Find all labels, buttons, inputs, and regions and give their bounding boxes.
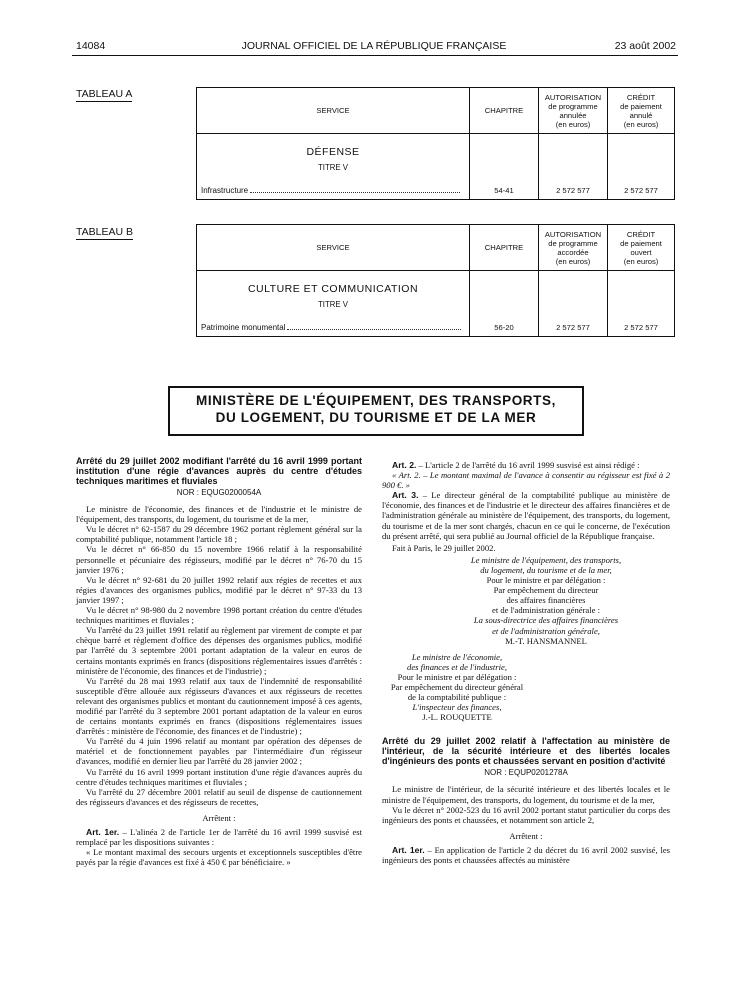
col-service: SERVICE (197, 225, 470, 271)
col-service: SERVICE (197, 88, 470, 134)
article-3: Art. 3. – Le directeur général de la comptabilité publique au ministère de l'économie, des finances et de l'industrie et le directeur des affaires financières et de l'administration générale au ministère de l'équipement, des transports, du logement, du tourisme et de la mer sont chargés, chacun en ce qui le concerne, de l'exécution du présent arrêté, qui sera publié au Journal officiel de la République française. (382, 490, 670, 541)
nor-reference: NOR : EQUG0200054A (176, 488, 262, 497)
row-label: Infrastructure (201, 186, 460, 195)
col-chapitre: CHAPITRE (470, 88, 539, 134)
header-rule (72, 55, 678, 56)
page-date: 23 août 2002 (614, 40, 676, 52)
fait-a-paris: Fait à Paris, le 29 juillet 2002. (392, 542, 496, 553)
section-cell (197, 271, 470, 337)
tableau-b-label: TABLEAU B (76, 226, 133, 238)
paragraph: Vu le décret n° 66-850 du 15 novembre 1966 relatif à la responsabilité personnelle et pécuniaire des régisseurs, modifié par le décret n° 76-70 du 15 janvier 1976 ; (76, 544, 362, 575)
section-cell (197, 134, 470, 200)
paragraph: Vu l'arrêté du 23 juillet 1991 relatif au règlement par virement de compte et par chèque barré et règlement d'office des dépenses des organismes publics, modifié par l'arrêté du 3 septembre 2001 portant adaptation de la valeur en euros de certains montants exprimés en francs (dispositions réglementaires issues d'arrêtés : ministère de l'économie, des finances et de l'industrie) ; (76, 625, 362, 676)
row-autorisation: 2 572 577 (539, 134, 608, 200)
journal-title: JOURNAL OFFICIEL DE LA RÉPUBLIQUE FRANÇAISE (241, 40, 507, 52)
paragraph: Vu le décret n° 98-980 du 2 novembre 1998 portant création du centre d'études techniques maritimes et fluviales ; (76, 605, 362, 626)
tableau-a (196, 87, 675, 200)
ministry-line-2: DU LOGEMENT, DU TOURISME ET DE LA MER (215, 410, 537, 425)
article-2-quote: « Art. 2. – Le montant maximal de l'avance à consentir au régisseur est fixé à 2 900 €. » (382, 470, 670, 491)
paragraph: Vu l'arrêté du 28 mai 1993 relatif aux taux de l'indemnité de responsabilité susceptible d'être allouée aux régisseurs d'avances et aux régisseurs de recettes relevant des organismes publics et montant du cautionnement imposé à ces agents, modifié par l'arrêté du 3 septembre 2001 portant adaptation de la valeur en euros de certains montants exprimés en francs (dispositions réglementaires issues d'arrêtés : ministère de l'économie, des finances et de l'industrie) ; (76, 675, 362, 737)
paragraph: Vu l'arrêté du 4 juin 1996 relatif au montant par opération des dépenses de matériel et de fonctionnement payables par l'intermédiaire d'un régisseur d'avances, modifié en dernier lieu par l'arrêté du 28 janvier 2002 ; (76, 736, 362, 767)
paragraph: Vu le décret n° 2002-523 du 16 avril 2002 portant statut particulier du corps des ingénieurs des ponts et chaussées, et notamment son article 2, (382, 804, 670, 825)
nor-reference-2: NOR : EQUP0201278A (484, 768, 568, 778)
titre-label: TITRE V (318, 163, 348, 172)
paragraph: Le ministre de l'intérieur, de la sécurité intérieure et des libertés locales et le ministre de l'équipement, des transports, du logement, du tourisme et de la mer, (382, 784, 670, 805)
paragraph: Vu l'arrêté du 27 décembre 2001 relatif au seuil de dispense de cautionnement des régisseurs d'avances et des régisseurs de recettes, (76, 786, 362, 807)
signature-block-2: Le ministre de l'économie, des finances et de l'industrie, Pour le ministre et par délégation : Par empêchement du directeur général de la comptabilité publique : L'inspecteur des finances, J.-L. ROUQUETTE (390, 651, 524, 723)
article-2: Art. 2. – L'article 2 de l'arrêté du 16 avril 1999 susvisé est ainsi rédigé : (392, 460, 640, 470)
ministry-banner (168, 386, 584, 436)
paragraph: Vu l'arrêté du 16 avril 1999 portant institution d'une régie d'avances auprès du centre d'études techniques maritimes et fluviales ; (76, 766, 362, 787)
arrete-title-2: Arrêté du 29 juillet 2002 relatif à l'affectation au ministère de l'intérieur, de la sécurité intérieure et des libertés locales d'ingénieurs des ponts et chaussées servant en position d'activité (382, 736, 670, 767)
article-1-quote: « Le montant maximal des secours urgents et exceptionnels susceptibles d'être payés par la régie d'avances est fixé à 450 € par bénéficiaire. » (76, 847, 362, 868)
ministry-line-1: MINISTÈRE DE L'ÉQUIPEMENT, DES TRANSPORTS, (196, 393, 556, 408)
row-chapitre: 54-41 (470, 134, 539, 200)
row-credit: 2 572 577 (608, 134, 675, 200)
signature-block-1: Le ministre de l'équipement, des transports, du logement, du tourisme et de la mer, Pour le ministre et par délégation : Par empêchement du directeur des affaires financières et de l'administration générale : La sous-directrice des affaires financières et de l'administration générale, M.-T. HANSMANNEL (470, 554, 622, 646)
right-column (382, 460, 670, 865)
left-column (76, 456, 362, 867)
col-credit: CRÉDIT de paiement ouvert (en euros) (608, 225, 675, 271)
row-chapitre: 56-20 (470, 271, 539, 337)
titre-label: TITRE V (318, 300, 348, 309)
row-credit: 2 572 577 (608, 271, 675, 337)
paragraph: Le ministre de l'économie, des finances et de l'industrie et le ministre de l'équipement, des transports, du logement, du tourisme et de la mer, (76, 504, 362, 525)
row-label: Patrimoine monumental (201, 323, 461, 332)
col-chapitre: CHAPITRE (470, 225, 539, 271)
section-title: DÉFENSE (306, 146, 360, 158)
paragraph: Vu le décret n° 62-1587 du 29 décembre 1962 portant règlement général sur la comptabilité publique, notamment l'article 18 ; (76, 524, 362, 545)
col-credit: CRÉDIT de paiement annulé (en euros) (608, 88, 675, 134)
article-1-b: Art. 1er. – En application de l'article 2 du décret du 16 avril 2002 susvisé, les ingénieurs des ponts et chaussées affectés au ministère (382, 844, 670, 865)
row-autorisation: 2 572 577 (539, 271, 608, 337)
article-1: Art. 1er. – L'alinéa 2 de l'article 1er de l'arrêté du 16 avril 1999 susvisé est remplacé par les dispositions suivantes : (76, 827, 362, 848)
paragraph: Vu le décret n° 92-681 du 20 juillet 1992 relatif aux régies de recettes et aux régies d'avances des organismes publics, modifié par le décret n° 97-33 du 13 janvier 1997 ; (76, 574, 362, 605)
page-number: 14084 (76, 40, 106, 52)
arretent-label: Arrêtent : (202, 812, 236, 823)
col-autorisation: AUTORISATION de programme accordée (en euros) (539, 225, 608, 271)
section-title: CULTURE ET COMMUNICATION (247, 283, 419, 295)
tableau-a-label: TABLEAU A (76, 88, 133, 100)
tableau-b (196, 224, 675, 337)
arretent-label-2: Arrêtent : (509, 830, 543, 841)
col-autorisation: AUTORISATION de programme annulée (en euros) (539, 88, 608, 134)
arrete-title: Arrêté du 29 juillet 2002 modifiant l'arrêté du 16 avril 1999 portant institution d'une régie d'avances auprès du centre d'études techniques maritimes et fluviales (76, 456, 362, 486)
